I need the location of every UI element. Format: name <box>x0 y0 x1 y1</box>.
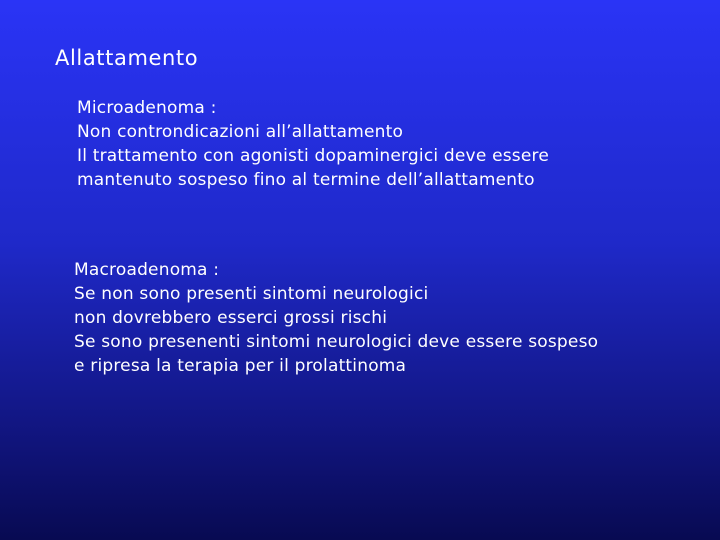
microadenoma-text-line: Non controndicazioni all’allattamento <box>77 122 404 142</box>
macroadenoma-text-line: Se non sono presenti sintomi neurologici <box>74 284 429 304</box>
microadenoma-heading: Microadenoma : <box>77 98 217 118</box>
macroadenoma-heading: Macroadenoma : <box>74 260 220 280</box>
microadenoma-text-line: mantenuto sospeso fino al termine dell’allattamento <box>77 170 535 190</box>
microadenoma-text-line: Il trattamento con agonisti dopaminergici deve essere <box>77 146 549 166</box>
slide-title: Allattamento <box>55 46 199 70</box>
macroadenoma-text-line: e ripresa la terapia per il prolattinoma <box>74 356 407 376</box>
macroadenoma-text-line: Se sono presenenti sintomi neurologici deve essere sospeso <box>74 332 599 352</box>
microadenoma-section <box>77 96 549 192</box>
macroadenoma-section <box>74 258 598 378</box>
macroadenoma-text-line: non dovrebbero esserci grossi rischi <box>74 308 388 328</box>
